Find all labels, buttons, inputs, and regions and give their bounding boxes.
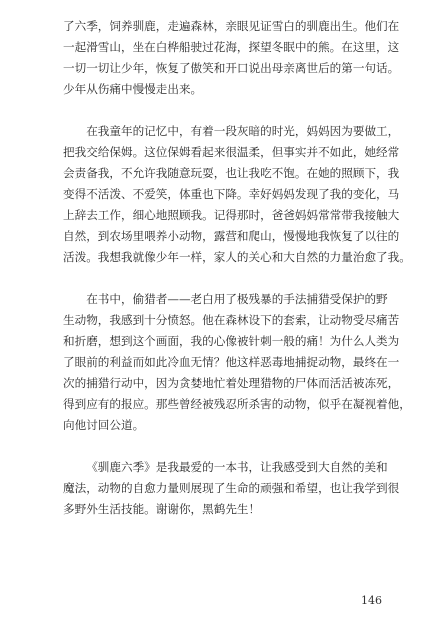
text-line: 上辞去工作，细心地照顾我。记得那时，爸爸妈妈常常带我接触大 bbox=[63, 208, 400, 222]
text-line: 少年从伤痛中慢慢走出来。 bbox=[63, 82, 203, 96]
text-line: 了六季，饲养驯鹿，走遍森林，亲眼见证雪白的驯鹿出生。他们在 bbox=[63, 19, 400, 33]
text-line: 自然，到农场里喂养小动物，露营和爬山，慢慢地我恢复了以往的 bbox=[63, 229, 400, 243]
text-line: 魔法，动物的自愈力量则展现了生命的顽强和希望，也让我学到很 bbox=[63, 481, 400, 495]
text-line: 向他讨回公道。 bbox=[63, 418, 145, 432]
paragraph-3 bbox=[63, 289, 411, 436]
text-line: 一起滑雪山，坐在白桦船驶过花海，探望冬眠中的熊。在这里，这 bbox=[63, 40, 400, 54]
text-line: 一切一切让少年，恢复了傲笑和开口说出母亲离世后的第一句话。 bbox=[63, 61, 400, 75]
text-line: 生动物，我感到十分愤怒。他在森林设下的套索，让动物受尽痛苦 bbox=[63, 313, 400, 327]
text-line: 《驯鹿六季》是我最爱的一本书，让我感受到大自然的美和 bbox=[86, 460, 388, 474]
body-text bbox=[63, 16, 411, 520]
paragraph-2 bbox=[63, 121, 411, 268]
text-line: 多野外生活技能。谢谢你，黑鹤先生！ bbox=[63, 502, 261, 516]
text-line: 得到应有的报应。那些曾经被残忍所杀害的动物，似乎在凝视着他， bbox=[63, 397, 411, 411]
text-line: 在书中，偷猎者——老白用了极残暴的手法捕猎受保护的野 bbox=[86, 292, 388, 306]
paragraph-4 bbox=[63, 457, 400, 520]
text-line: 次的捕猎行动中，因为贪婪地忙着处理猎物的尸体而活活被冻死， bbox=[63, 376, 400, 390]
text-line: 在我童年的记忆中，有着一段灰暗的时光，妈妈因为要做工， bbox=[86, 124, 400, 138]
text-line: 活泼。我想我就像少年一样，家人的关心和大自然的力量治愈了我。 bbox=[63, 250, 411, 264]
text-line: 和折磨，想到这个画面，我的心像被针刺一般的痛！为什么人类为 bbox=[63, 334, 400, 348]
text-line: 了眼前的利益而如此冷血无情？他这样恶毒地捕捉动物，最终在一 bbox=[63, 355, 400, 369]
paragraph-1 bbox=[63, 16, 400, 100]
page-number: 146 bbox=[361, 594, 382, 607]
text-line: 变得不活泼、不爱笑，体重也下降。幸好妈妈发现了我的变化，马 bbox=[63, 187, 400, 201]
text-line: 会责备我，不允许我随意玩耍，也让我吃不饱。在她的照顾下，我 bbox=[63, 166, 400, 180]
text-line: 把我交给保姆。这位保姆看起来很温柔，但事实并不如此，她经常 bbox=[63, 145, 400, 159]
